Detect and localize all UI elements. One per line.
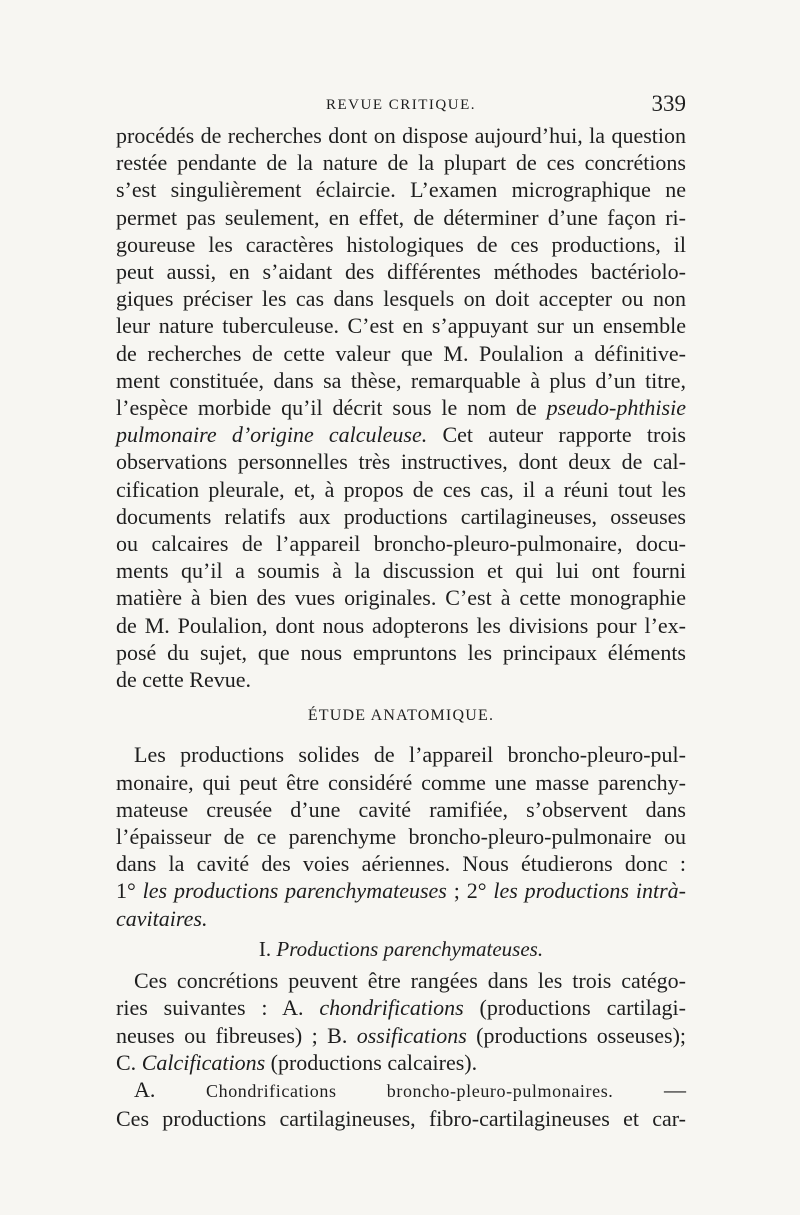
text-line: de recherches de cette valeur que M. Poulalion a définitive- <box>116 340 686 366</box>
text-line: restée pendante de la nature de la plupart de ces concrétions <box>116 150 686 176</box>
text-line: observations personnelles très instructives, dont deux de cal- <box>116 449 686 475</box>
text-line: Ces concrétions peuvent être rangées dans les trois catégo- <box>134 968 686 994</box>
text-line: cification pleurale, et, à propos de ces cas, il a réuni tout les <box>116 476 686 502</box>
text-line: documents relatifs aux productions cartilagineuses, osseuses <box>116 503 686 529</box>
text-run: (productions osseuses); <box>466 1022 687 1048</box>
text-run: 1° <box>116 878 143 904</box>
page-number: 339 <box>651 91 686 116</box>
text-line: cavitaires. <box>116 905 208 931</box>
text-run: Cet auteur rapporte trois <box>427 422 686 448</box>
text-line: dans la cavité des voies aériennes. Nous étudierons donc : <box>116 851 686 877</box>
text-run: l’espèce morbide qu’il décrit sous le nom de <box>116 395 547 421</box>
text-line: mateuse creusée d’une cavité ramifiée, s’observent dans <box>116 796 686 822</box>
text-line <box>116 394 686 421</box>
text-line: procédés de recherches dont on dispose aujourd’hui, la question <box>116 123 686 148</box>
text-run: neuses ou fibreuses) ; B. <box>116 1022 357 1048</box>
text-line: l’épaisseur de ce parenchyme broncho-pleuro-pulmonaire ou <box>116 824 686 850</box>
paragraph-2 <box>116 741 686 931</box>
running-title: REVUE CRITIQUE. <box>326 97 476 113</box>
text-line: peut aussi, en s’aidant des différentes méthodes bactériolo- <box>116 259 686 285</box>
page-body <box>116 122 686 1132</box>
text-run: A. <box>134 1076 206 1102</box>
italic-term: ossifications <box>356 1022 467 1048</box>
italic-term: les productions intrà- <box>493 878 686 904</box>
paragraph-1 <box>116 122 686 693</box>
text-line: s’est singulièrement éclaircie. L’examen micrographique ne <box>116 177 686 203</box>
text-line <box>116 1022 686 1049</box>
italic-term: les productions parenchymateuses <box>142 878 447 904</box>
text-run: (productions calcaires). <box>265 1049 478 1075</box>
text-line: posé du sujet, que nous empruntons les principaux éléments <box>116 639 686 665</box>
text-line: ments qu’il a soumis à la discussion et qui lui ont fourni <box>116 558 686 584</box>
italic-term: pulmonaire d’origine calculeuse. <box>116 422 428 448</box>
text-line <box>116 994 686 1021</box>
text-line <box>116 421 686 448</box>
text-line: matière à bien des vues originales. C’est à cette monographie <box>116 585 686 611</box>
italic-term: Calcifications <box>141 1049 266 1075</box>
page-header <box>116 91 686 121</box>
text-line: ou calcaires de l’appareil broncho-pleuro-pulmonaire, docu- <box>116 531 686 557</box>
text-run: — <box>613 1076 686 1102</box>
text-line: de M. Poulalion, dont nous adopterons les divisions pour l’ex- <box>116 612 686 638</box>
text-line: Ces productions cartilagineuses, fibro-cartilagineuses et car- <box>116 1106 686 1132</box>
roman-numeral: I. <box>258 936 277 961</box>
section-a-title: Chondrifications broncho-pleuro-pulmonaires. <box>205 1080 614 1101</box>
text-line: giques préciser les cas dans lesquels on doit accepter ou non <box>116 286 686 312</box>
paragraph-4 <box>116 1076 686 1132</box>
italic-term: pseudo-phthisie <box>546 395 686 421</box>
subsection-title: Productions parenchymateuses. <box>276 936 544 961</box>
text-line: goureuse les caractères histologiques de ces productions, il <box>116 231 686 257</box>
text-line <box>116 1049 686 1076</box>
italic-term: chondrifications <box>319 995 464 1021</box>
text-line: permet pas seulement, en effet, de déterminer d’une façon ri- <box>116 204 686 230</box>
text-line <box>116 877 686 904</box>
text-run: C. <box>116 1049 142 1075</box>
paragraph-3 <box>116 967 686 1076</box>
text-line: ment constituée, dans sa thèse, remarquable à plus d’un titre, <box>116 367 686 393</box>
text-line: de cette Revue. <box>116 667 251 693</box>
text-run: ries suivantes : A. <box>116 995 320 1021</box>
text-run: ; 2° <box>446 878 494 904</box>
section-heading: ÉTUDE ANATOMIQUE. <box>307 707 495 725</box>
text-line: Les productions solides de l’appareil broncho-pleuro-pul- <box>134 742 686 768</box>
text-run: (productions cartilagi- <box>463 995 686 1021</box>
text-line: leur nature tuberculeuse. C’est en s’appuyant sur un ensemble <box>116 313 686 339</box>
text-line <box>116 1076 686 1105</box>
subsection-heading <box>116 936 686 963</box>
text-line: monaire, qui peut être considéré comme une masse parenchy- <box>116 769 686 795</box>
